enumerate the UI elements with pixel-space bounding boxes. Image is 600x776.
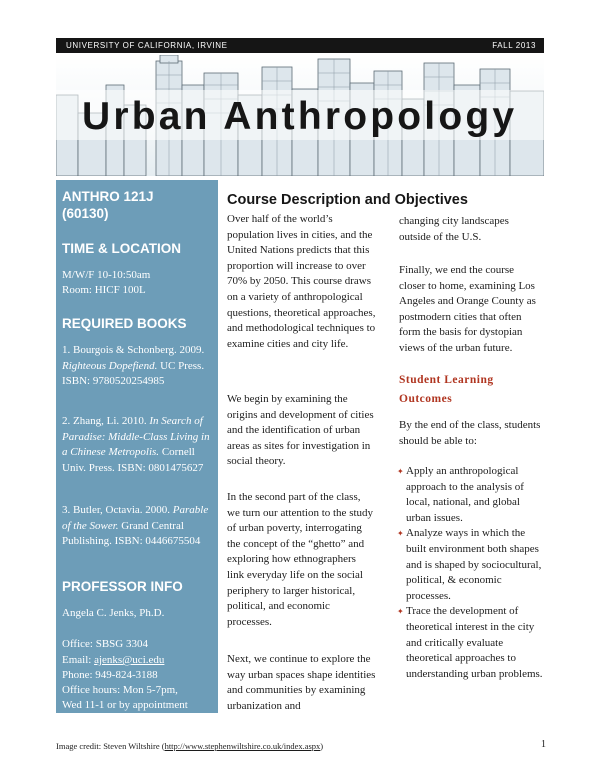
phone-number: Phone: 949-824-3188	[62, 669, 158, 681]
diamond-bullet-icon: ✦	[397, 607, 404, 617]
course-code: ANTHRO 121J	[62, 189, 154, 204]
diamond-bullet-icon: ✦	[397, 529, 404, 539]
professor-name: Angela C. Jenks, Ph.D.	[62, 607, 165, 619]
email-link[interactable]: ajenks@uci.edu	[94, 654, 165, 666]
book-title: Parable of the Sower.	[62, 504, 209, 532]
credit-link[interactable]: http://www.stephenwiltshire.co.uk/index.aspx	[164, 741, 321, 751]
book-entry: 2. Zhang, Li. 2010. In Search of Paradise: Middle-Class Living in a Chinese Metropolis. Cornell Univ. Press. ISBN: 0801475627	[62, 415, 210, 474]
description-paragraph: In the second part of the class, we turn our attention to the study of urban poverty, interrogating the concept of the “ghetto” and exploring how ethnographers link everyday life on the social periphery to larger historical, political, and economic processes.	[227, 491, 374, 628]
list-item: ✦ Analyze ways in which the built environment both shapes and is shaped by sociocultural, political, & economic processes.	[397, 526, 547, 604]
page-title: Urban Anthropology	[82, 95, 518, 138]
time-location-heading: TIME & LOCATION	[62, 241, 181, 256]
required-books-heading: REQUIRED BOOKS	[62, 316, 187, 331]
page-number: 1	[541, 739, 546, 750]
book-entry: 3. Butler, Octavia. 2000. Parable of the Sower. Grand Central Publishing. ISBN: 0446675504	[62, 504, 209, 548]
university-name: UNIVERSITY OF CALIFORNIA, IRVINE	[66, 41, 228, 50]
book-entry: 1. Bourgois & Schonberg. 2009. Righteous Dopefiend. UC Press. ISBN: 9780520254985	[62, 344, 205, 388]
office-hours: Office hours: Mon 5-7pm,	[62, 684, 178, 696]
office-hours: Wed 11-1 or by appointment	[62, 699, 188, 711]
sidebar	[56, 180, 218, 713]
description-paragraph: We begin by examining the origins and development of cities and the identification of urban areas as sites for investigation in social theory.	[227, 393, 374, 468]
book-title: Righteous Dopefiend.	[62, 359, 158, 372]
description-paragraph: Next, we continue to explore the way urban spaces shape identities and communities by examining urbanization and	[227, 653, 376, 712]
class-time: M/W/F 10-10:50am	[62, 269, 151, 281]
outcomes-heading: Student Learning Outcomes	[399, 374, 494, 405]
class-room: Room: HICF 100L	[62, 284, 146, 296]
section-heading: Course Description and Objectives	[227, 192, 468, 208]
term-label: FALL 2013	[492, 41, 536, 50]
email-line: Email: ajenks@uci.edu	[62, 654, 165, 666]
diamond-bullet-icon: ✦	[397, 467, 404, 476]
list-item: ✦ Apply an anthropological approach to the analysis of local, national, and global urban issues.	[397, 464, 547, 526]
book-title: In Search of Paradise: Middle-Class Living in a Chinese Metropolis.	[62, 415, 210, 459]
header-bar	[56, 38, 544, 53]
list-item: ✦ Trace the development of theoretical interest in the city and critically evaluate theoretical approaches to understanding urban problems.	[397, 604, 547, 682]
professor-info-heading: PROFESSOR INFO	[62, 579, 183, 594]
outcomes-intro: By the end of the class, students should be able to:	[399, 419, 541, 447]
image-credit: Image credit: Steven Wiltshire (http://www.stephenwiltshire.co.uk/index.aspx)	[56, 741, 324, 751]
description-paragraph: Over half of the world’s population lives in cities, and the United Nations predicts that this proportion will increase to over 70% by 2050. This course draws on a variety of anthropological questions, theoretical approaches, and methodological techniques to examine cities and city life.	[227, 213, 376, 350]
description-paragraph: changing city landscapes outside of the U.S.	[399, 215, 509, 243]
office-location: Office: SBSG 3304	[62, 638, 148, 650]
outcomes-list	[397, 464, 547, 682]
description-paragraph: Finally, we end the course closer to home, examining Los Angeles and Orange County as postmodern cities that often form the basis for dystopian views of the urban future.	[399, 264, 536, 354]
course-number: (60130)	[62, 206, 109, 221]
